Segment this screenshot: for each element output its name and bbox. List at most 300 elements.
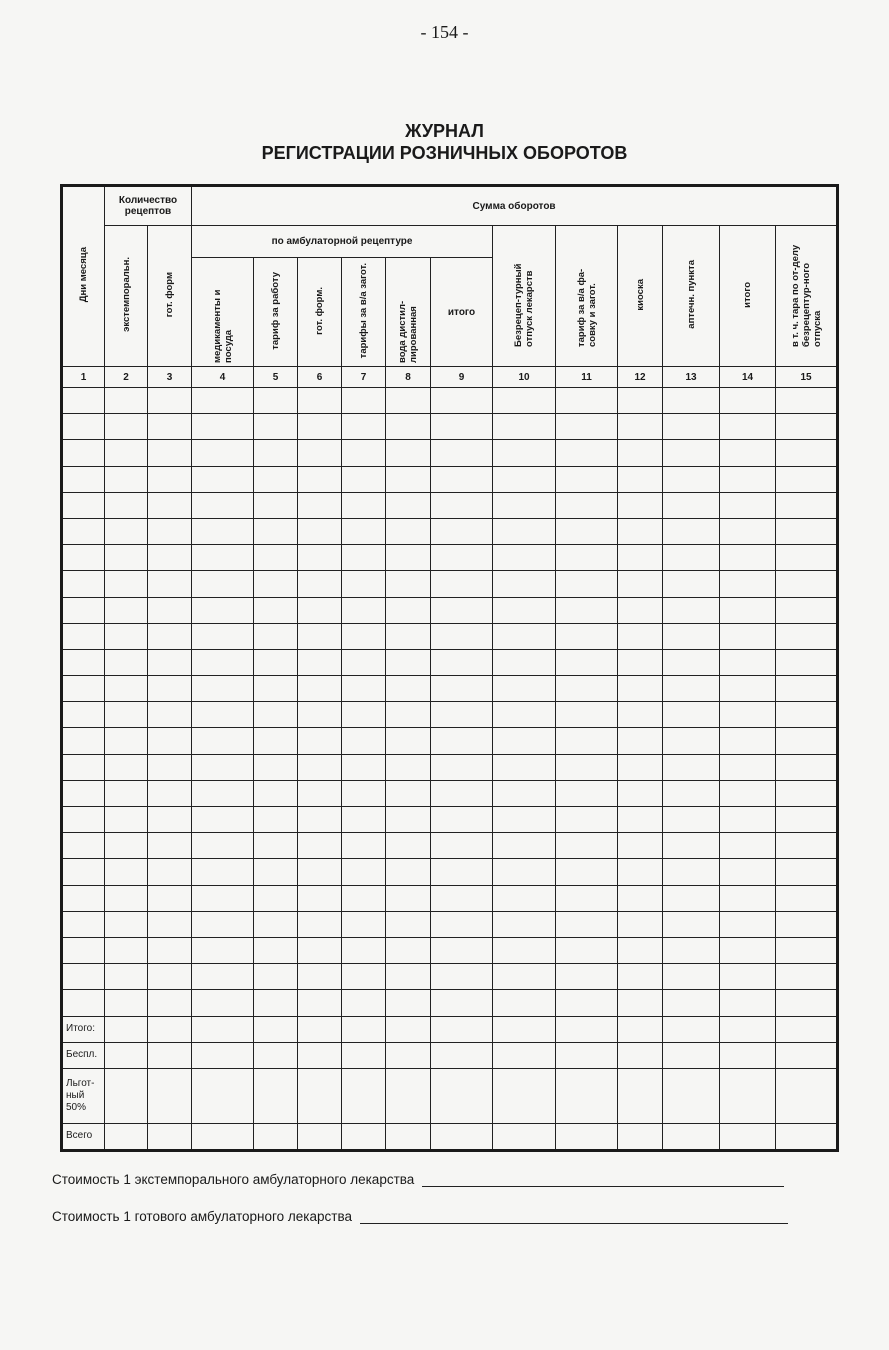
table-cell[interactable] <box>192 492 254 518</box>
table-cell[interactable] <box>192 414 254 440</box>
table-cell[interactable] <box>298 807 342 833</box>
table-cell[interactable] <box>720 676 776 702</box>
table-cell[interactable] <box>298 414 342 440</box>
table-cell[interactable] <box>192 911 254 937</box>
table-cell[interactable] <box>105 545 148 571</box>
table-cell[interactable] <box>148 518 192 544</box>
table-cell[interactable] <box>105 964 148 990</box>
table-cell[interactable] <box>254 597 298 623</box>
table-cell[interactable] <box>298 1123 342 1150</box>
table-cell[interactable] <box>431 754 493 780</box>
table-cell[interactable] <box>431 440 493 466</box>
table-cell[interactable] <box>386 885 431 911</box>
table-cell[interactable] <box>192 990 254 1016</box>
table-cell[interactable] <box>556 990 618 1016</box>
table-cell[interactable] <box>148 545 192 571</box>
table-cell[interactable] <box>493 623 556 649</box>
table-cell[interactable] <box>148 859 192 885</box>
table-cell[interactable] <box>618 911 663 937</box>
table-cell[interactable] <box>105 388 148 414</box>
table-cell[interactable] <box>386 571 431 597</box>
table-cell[interactable] <box>431 807 493 833</box>
table-cell[interactable] <box>386 702 431 728</box>
table-cell[interactable] <box>105 702 148 728</box>
table-cell[interactable] <box>298 466 342 492</box>
table-cell[interactable] <box>493 937 556 963</box>
table-cell[interactable] <box>776 780 838 806</box>
table-cell[interactable] <box>776 1042 838 1068</box>
table-cell[interactable] <box>105 859 148 885</box>
table-cell[interactable] <box>776 807 838 833</box>
table-cell[interactable] <box>342 597 386 623</box>
table-cell[interactable] <box>776 728 838 754</box>
table-cell[interactable] <box>431 1123 493 1150</box>
table-cell[interactable] <box>62 649 105 675</box>
table-cell[interactable] <box>254 388 298 414</box>
table-cell[interactable] <box>776 833 838 859</box>
table-cell[interactable] <box>342 518 386 544</box>
table-cell[interactable] <box>720 388 776 414</box>
table-cell[interactable] <box>342 1016 386 1042</box>
table-cell[interactable] <box>431 911 493 937</box>
table-cell[interactable] <box>663 911 720 937</box>
table-cell[interactable] <box>298 728 342 754</box>
table-cell[interactable] <box>148 885 192 911</box>
table-cell[interactable] <box>493 414 556 440</box>
table-cell[interactable] <box>720 702 776 728</box>
table-cell[interactable] <box>342 1042 386 1068</box>
table-cell[interactable] <box>386 859 431 885</box>
table-cell[interactable] <box>493 807 556 833</box>
table-cell[interactable] <box>62 833 105 859</box>
table-cell[interactable] <box>386 440 431 466</box>
table-cell[interactable] <box>342 833 386 859</box>
table-cell[interactable] <box>105 1068 148 1123</box>
table-cell[interactable] <box>618 440 663 466</box>
table-cell[interactable] <box>386 964 431 990</box>
table-cell[interactable] <box>431 964 493 990</box>
table-cell[interactable] <box>720 754 776 780</box>
table-cell[interactable] <box>618 1068 663 1123</box>
table-cell[interactable] <box>342 414 386 440</box>
table-cell[interactable] <box>342 728 386 754</box>
table-cell[interactable] <box>663 492 720 518</box>
table-cell[interactable] <box>342 492 386 518</box>
table-cell[interactable] <box>148 780 192 806</box>
table-cell[interactable] <box>386 728 431 754</box>
table-cell[interactable] <box>192 780 254 806</box>
table-cell[interactable] <box>663 414 720 440</box>
table-cell[interactable] <box>342 649 386 675</box>
table-cell[interactable] <box>386 937 431 963</box>
table-cell[interactable] <box>431 492 493 518</box>
table-cell[interactable] <box>254 518 298 544</box>
fill-in-line[interactable] <box>360 1222 788 1224</box>
table-cell[interactable] <box>148 990 192 1016</box>
table-cell[interactable] <box>663 518 720 544</box>
table-cell[interactable] <box>720 571 776 597</box>
table-cell[interactable] <box>105 676 148 702</box>
table-cell[interactable] <box>386 1123 431 1150</box>
table-cell[interactable] <box>298 1016 342 1042</box>
table-cell[interactable] <box>386 1042 431 1068</box>
table-cell[interactable] <box>431 623 493 649</box>
table-cell[interactable] <box>618 859 663 885</box>
table-cell[interactable] <box>298 388 342 414</box>
table-cell[interactable] <box>192 1042 254 1068</box>
table-cell[interactable] <box>192 649 254 675</box>
table-cell[interactable] <box>776 518 838 544</box>
table-cell[interactable] <box>192 623 254 649</box>
table-cell[interactable] <box>720 885 776 911</box>
table-cell[interactable] <box>431 833 493 859</box>
table-cell[interactable] <box>105 990 148 1016</box>
table-cell[interactable] <box>254 859 298 885</box>
table-cell[interactable] <box>556 676 618 702</box>
table-cell[interactable] <box>663 885 720 911</box>
table-cell[interactable] <box>254 702 298 728</box>
table-cell[interactable] <box>386 676 431 702</box>
table-cell[interactable] <box>720 780 776 806</box>
table-cell[interactable] <box>556 388 618 414</box>
table-cell[interactable] <box>192 807 254 833</box>
table-cell[interactable] <box>386 754 431 780</box>
table-cell[interactable] <box>192 597 254 623</box>
table-cell[interactable] <box>105 1016 148 1042</box>
table-cell[interactable] <box>431 859 493 885</box>
fill-in-line[interactable] <box>422 1185 784 1187</box>
table-cell[interactable] <box>148 728 192 754</box>
table-cell[interactable] <box>776 414 838 440</box>
table-cell[interactable] <box>386 807 431 833</box>
table-cell[interactable] <box>298 885 342 911</box>
table-cell[interactable] <box>663 990 720 1016</box>
table-cell[interactable] <box>254 807 298 833</box>
table-cell[interactable] <box>192 754 254 780</box>
table-cell[interactable] <box>431 388 493 414</box>
table-cell[interactable] <box>105 885 148 911</box>
table-cell[interactable] <box>342 440 386 466</box>
table-cell[interactable] <box>556 571 618 597</box>
table-cell[interactable] <box>663 649 720 675</box>
table-cell[interactable] <box>556 937 618 963</box>
table-cell[interactable] <box>493 885 556 911</box>
table-cell[interactable] <box>776 1016 838 1042</box>
table-cell[interactable] <box>431 545 493 571</box>
table-cell[interactable] <box>386 833 431 859</box>
table-cell[interactable] <box>298 1042 342 1068</box>
table-cell[interactable] <box>62 623 105 649</box>
table-cell[interactable] <box>720 833 776 859</box>
table-cell[interactable] <box>148 911 192 937</box>
table-cell[interactable] <box>342 964 386 990</box>
table-cell[interactable] <box>192 440 254 466</box>
table-cell[interactable] <box>720 990 776 1016</box>
table-cell[interactable] <box>663 833 720 859</box>
table-cell[interactable] <box>148 833 192 859</box>
table-cell[interactable] <box>386 1068 431 1123</box>
table-cell[interactable] <box>663 859 720 885</box>
table-cell[interactable] <box>148 1016 192 1042</box>
table-cell[interactable] <box>431 1016 493 1042</box>
table-cell[interactable] <box>298 597 342 623</box>
table-cell[interactable] <box>556 1123 618 1150</box>
table-cell[interactable] <box>618 780 663 806</box>
table-cell[interactable] <box>298 702 342 728</box>
table-cell[interactable] <box>254 440 298 466</box>
table-cell[interactable] <box>148 1068 192 1123</box>
table-cell[interactable] <box>431 1068 493 1123</box>
table-cell[interactable] <box>776 440 838 466</box>
table-cell[interactable] <box>556 492 618 518</box>
table-cell[interactable] <box>493 990 556 1016</box>
table-cell[interactable] <box>105 571 148 597</box>
table-cell[interactable] <box>254 492 298 518</box>
table-cell[interactable] <box>62 911 105 937</box>
table-cell[interactable] <box>556 964 618 990</box>
table-cell[interactable] <box>720 859 776 885</box>
table-cell[interactable] <box>663 571 720 597</box>
table-cell[interactable] <box>663 466 720 492</box>
table-cell[interactable] <box>493 1016 556 1042</box>
table-cell[interactable] <box>776 492 838 518</box>
table-cell[interactable] <box>148 440 192 466</box>
table-cell[interactable] <box>148 964 192 990</box>
table-cell[interactable] <box>556 859 618 885</box>
table-cell[interactable] <box>720 964 776 990</box>
table-cell[interactable] <box>254 571 298 597</box>
table-cell[interactable] <box>342 807 386 833</box>
table-cell[interactable] <box>720 414 776 440</box>
table-cell[interactable] <box>342 937 386 963</box>
table-cell[interactable] <box>62 414 105 440</box>
table-cell[interactable] <box>720 597 776 623</box>
table-cell[interactable] <box>493 676 556 702</box>
table-cell[interactable] <box>342 911 386 937</box>
table-cell[interactable] <box>493 702 556 728</box>
table-cell[interactable] <box>298 492 342 518</box>
table-cell[interactable] <box>663 702 720 728</box>
table-cell[interactable] <box>148 702 192 728</box>
table-cell[interactable] <box>431 937 493 963</box>
table-cell[interactable] <box>431 466 493 492</box>
table-cell[interactable] <box>62 807 105 833</box>
table-cell[interactable] <box>105 597 148 623</box>
table-cell[interactable] <box>556 911 618 937</box>
table-cell[interactable] <box>493 388 556 414</box>
table-cell[interactable] <box>663 1068 720 1123</box>
table-cell[interactable] <box>192 388 254 414</box>
table-cell[interactable] <box>720 937 776 963</box>
table-cell[interactable] <box>105 1123 148 1150</box>
table-cell[interactable] <box>192 1123 254 1150</box>
table-cell[interactable] <box>342 780 386 806</box>
table-cell[interactable] <box>493 833 556 859</box>
table-cell[interactable] <box>386 911 431 937</box>
table-cell[interactable] <box>386 597 431 623</box>
table-cell[interactable] <box>493 440 556 466</box>
table-cell[interactable] <box>62 990 105 1016</box>
table-cell[interactable] <box>62 885 105 911</box>
table-cell[interactable] <box>342 623 386 649</box>
table-cell[interactable] <box>618 937 663 963</box>
table-cell[interactable] <box>192 1068 254 1123</box>
table-cell[interactable] <box>254 676 298 702</box>
table-cell[interactable] <box>386 623 431 649</box>
table-cell[interactable] <box>556 807 618 833</box>
table-cell[interactable] <box>105 833 148 859</box>
table-cell[interactable] <box>618 990 663 1016</box>
table-cell[interactable] <box>192 518 254 544</box>
table-cell[interactable] <box>493 492 556 518</box>
table-cell[interactable] <box>254 1042 298 1068</box>
table-cell[interactable] <box>431 728 493 754</box>
table-cell[interactable] <box>720 1016 776 1042</box>
table-cell[interactable] <box>663 780 720 806</box>
table-cell[interactable] <box>776 885 838 911</box>
table-cell[interactable] <box>192 859 254 885</box>
table-cell[interactable] <box>493 597 556 623</box>
table-cell[interactable] <box>618 649 663 675</box>
table-cell[interactable] <box>192 964 254 990</box>
table-cell[interactable] <box>105 466 148 492</box>
table-cell[interactable] <box>776 937 838 963</box>
table-cell[interactable] <box>386 545 431 571</box>
table-cell[interactable] <box>342 676 386 702</box>
table-cell[interactable] <box>298 440 342 466</box>
table-cell[interactable] <box>618 492 663 518</box>
table-cell[interactable] <box>148 649 192 675</box>
table-cell[interactable] <box>776 1068 838 1123</box>
table-cell[interactable] <box>720 440 776 466</box>
table-cell[interactable] <box>431 676 493 702</box>
table-cell[interactable] <box>298 990 342 1016</box>
table-cell[interactable] <box>618 466 663 492</box>
table-cell[interactable] <box>254 885 298 911</box>
table-cell[interactable] <box>431 571 493 597</box>
table-cell[interactable] <box>62 597 105 623</box>
table-cell[interactable] <box>148 466 192 492</box>
table-cell[interactable] <box>720 1068 776 1123</box>
table-cell[interactable] <box>493 964 556 990</box>
table-cell[interactable] <box>254 833 298 859</box>
table-cell[interactable] <box>493 1123 556 1150</box>
table-cell[interactable] <box>105 623 148 649</box>
table-cell[interactable] <box>254 623 298 649</box>
table-cell[interactable] <box>720 492 776 518</box>
table-cell[interactable] <box>493 545 556 571</box>
table-cell[interactable] <box>618 728 663 754</box>
table-cell[interactable] <box>618 702 663 728</box>
table-cell[interactable] <box>148 388 192 414</box>
table-cell[interactable] <box>720 466 776 492</box>
table-cell[interactable] <box>386 1016 431 1042</box>
table-cell[interactable] <box>254 754 298 780</box>
table-cell[interactable] <box>386 388 431 414</box>
table-cell[interactable] <box>342 571 386 597</box>
table-cell[interactable] <box>298 911 342 937</box>
table-cell[interactable] <box>192 571 254 597</box>
table-cell[interactable] <box>618 1016 663 1042</box>
table-cell[interactable] <box>618 571 663 597</box>
table-cell[interactable] <box>254 545 298 571</box>
table-cell[interactable] <box>62 518 105 544</box>
table-cell[interactable] <box>342 859 386 885</box>
table-cell[interactable] <box>105 807 148 833</box>
table-cell[interactable] <box>431 1042 493 1068</box>
table-cell[interactable] <box>298 545 342 571</box>
table-cell[interactable] <box>493 518 556 544</box>
table-cell[interactable] <box>298 833 342 859</box>
table-cell[interactable] <box>148 623 192 649</box>
table-cell[interactable] <box>776 649 838 675</box>
table-cell[interactable] <box>192 1016 254 1042</box>
table-cell[interactable] <box>254 780 298 806</box>
table-cell[interactable] <box>254 911 298 937</box>
table-cell[interactable] <box>105 1042 148 1068</box>
table-cell[interactable] <box>254 990 298 1016</box>
table-cell[interactable] <box>776 859 838 885</box>
table-cell[interactable] <box>431 780 493 806</box>
table-cell[interactable] <box>386 649 431 675</box>
table-cell[interactable] <box>298 1068 342 1123</box>
table-cell[interactable] <box>493 466 556 492</box>
table-cell[interactable] <box>618 597 663 623</box>
table-cell[interactable] <box>431 597 493 623</box>
table-cell[interactable] <box>720 518 776 544</box>
table-cell[interactable] <box>556 885 618 911</box>
table-cell[interactable] <box>148 1042 192 1068</box>
table-cell[interactable] <box>556 466 618 492</box>
table-cell[interactable] <box>62 728 105 754</box>
table-cell[interactable] <box>105 518 148 544</box>
table-cell[interactable] <box>431 885 493 911</box>
table-cell[interactable] <box>663 728 720 754</box>
table-cell[interactable] <box>386 466 431 492</box>
table-cell[interactable] <box>105 414 148 440</box>
table-cell[interactable] <box>342 702 386 728</box>
table-cell[interactable] <box>254 1068 298 1123</box>
table-cell[interactable] <box>720 911 776 937</box>
table-cell[interactable] <box>148 414 192 440</box>
table-cell[interactable] <box>342 990 386 1016</box>
table-cell[interactable] <box>298 649 342 675</box>
table-cell[interactable] <box>342 388 386 414</box>
table-cell[interactable] <box>556 649 618 675</box>
table-cell[interactable] <box>192 885 254 911</box>
table-cell[interactable] <box>618 754 663 780</box>
table-cell[interactable] <box>431 518 493 544</box>
table-cell[interactable] <box>618 676 663 702</box>
table-cell[interactable] <box>105 728 148 754</box>
table-cell[interactable] <box>192 466 254 492</box>
table-cell[interactable] <box>62 859 105 885</box>
table-cell[interactable] <box>556 440 618 466</box>
table-cell[interactable] <box>254 414 298 440</box>
table-cell[interactable] <box>663 388 720 414</box>
table-cell[interactable] <box>192 937 254 963</box>
table-cell[interactable] <box>298 937 342 963</box>
table-cell[interactable] <box>298 754 342 780</box>
table-cell[interactable] <box>342 1068 386 1123</box>
table-cell[interactable] <box>776 545 838 571</box>
table-cell[interactable] <box>493 571 556 597</box>
table-cell[interactable] <box>105 754 148 780</box>
table-cell[interactable] <box>105 937 148 963</box>
table-cell[interactable] <box>431 414 493 440</box>
table-cell[interactable] <box>62 571 105 597</box>
table-cell[interactable] <box>663 807 720 833</box>
